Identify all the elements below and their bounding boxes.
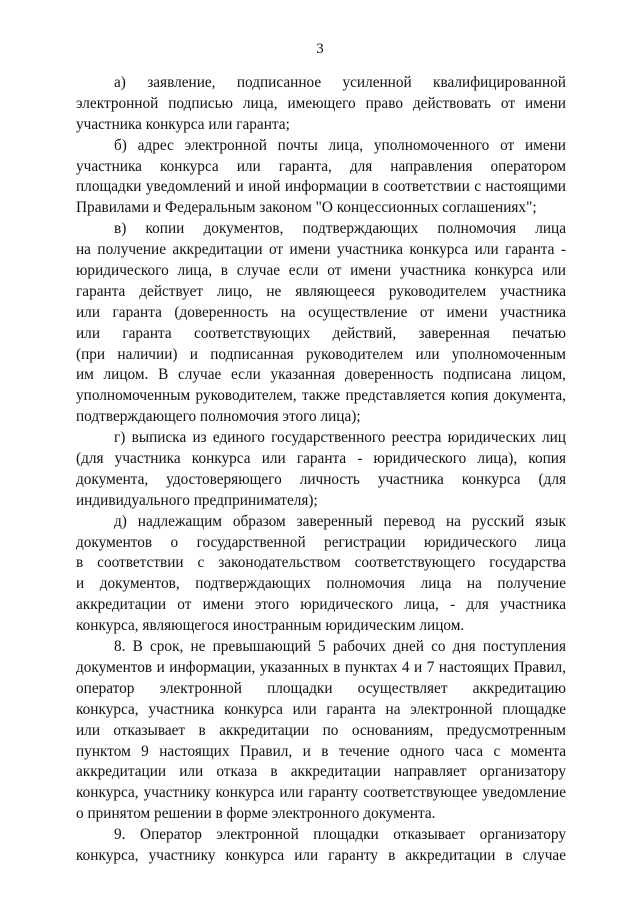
text-line: или отказывает в аккредитации по основаниям, предусмотренным xyxy=(76,721,566,739)
text-line: в) копии документов, подтверждающих полномочия лица xyxy=(114,220,566,238)
text-line: им лицом. В случае если указанная доверенность подписана лицом, xyxy=(76,366,566,384)
text-line: Правилами и Федеральным законом "О концессионных соглашениях"; xyxy=(76,199,537,217)
text-line: или гаранта (доверенность на осуществление от имени участника xyxy=(76,303,566,321)
text-line: 8. В срок, не превышающий 5 рабочих дней со дня поступления xyxy=(114,638,566,656)
text-line: уполномоченным руководителем, также представляется копия документа, xyxy=(76,387,566,405)
text-line: площадки уведомлений и иной информации в соответствии с настоящими xyxy=(76,178,566,196)
text-line: б) адрес электронной почты лица, уполномоченного от имени xyxy=(114,136,566,154)
text-line: аккредитации от имени этого юридического лица, - для участника xyxy=(76,596,566,614)
page-number: 3 xyxy=(316,41,324,57)
text-line: конкурса, участника конкурса или гаранта на электронной площадке xyxy=(76,700,566,718)
text-line: и документов, подтверждающих полномочия лица на получение xyxy=(76,575,566,593)
text-line: документов и информации, указанных в пунктах 4 и 7 настоящих Правил, xyxy=(76,658,566,676)
text-line: (при наличии) и подписанная руководителем или уполномоченным xyxy=(76,345,566,363)
text-line: документа, удостоверяющего личность участника конкурса (для xyxy=(76,470,566,488)
text-line: д) надлежащим образом заверенный перевод на русский язык xyxy=(114,512,566,530)
text-line: пунктом 9 настоящих Правил, и в течение одного часа с момента xyxy=(76,742,566,760)
text-line: юридического лица, в случае если от имени участника конкурса или xyxy=(76,262,566,280)
text-line: гаранта действует лицо, не являющееся руководителем участника xyxy=(76,282,566,300)
text-line: индивидуального предпринимателя); xyxy=(76,491,318,509)
text-line: подтверждающего полномочия этого лица); xyxy=(76,408,361,426)
text-line: или гаранта соответствующих действий, заверенная печатью xyxy=(76,324,566,342)
text-line: оператор электронной площадки осуществляет аккредитацию xyxy=(76,679,566,697)
text-line: конкурса, участнику конкурса или гаранту соответствующее уведомление xyxy=(76,784,566,802)
text-line: участника конкурса или гаранта, для направления оператором xyxy=(76,157,566,175)
text-line: 9. Оператор электронной площадки отказывает организатору xyxy=(114,826,566,844)
text-line: г) выписка из единого государственного реестра юридических лиц xyxy=(114,429,566,447)
text-line: на получение аккредитации от имени участника конкурса или гаранта - xyxy=(76,241,566,259)
text-line: документов о государственной регистрации юридического лица xyxy=(76,533,566,551)
text-line: в соответствии с законодательством соответствующего государства xyxy=(76,554,566,572)
text-line: участника конкурса или гаранта; xyxy=(76,115,290,133)
text-line: (для участника конкурса или гаранта - юридического лица), копия xyxy=(76,450,566,468)
text-line: аккредитации или отказа в аккредитации направляет организатору xyxy=(76,763,566,781)
text-line: а) заявление, подписанное усиленной квалифицированной xyxy=(114,74,566,91)
text-line: электронной подписью лица, имеющего право действовать от имени xyxy=(76,94,566,112)
text-line: о принятом решении в форме электронного документа. xyxy=(76,805,436,823)
text-line: конкурса, участнику конкурса или гаранту в аккредитации в случае xyxy=(76,846,566,864)
body-text xyxy=(76,73,566,867)
text-line: конкурса, являющегося иностранным юридическим лицом. xyxy=(76,617,465,635)
